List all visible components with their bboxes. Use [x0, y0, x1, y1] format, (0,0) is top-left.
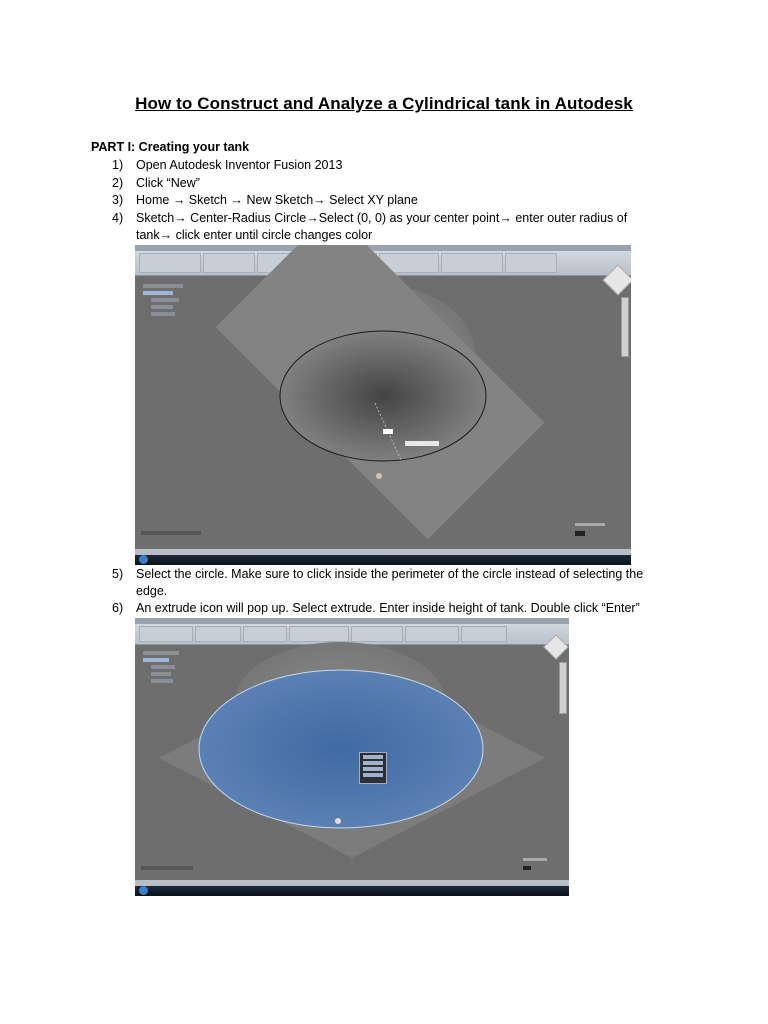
- sketch-circle: [135, 245, 631, 565]
- step-number: 5): [112, 567, 124, 581]
- step-number: 1): [112, 158, 124, 172]
- step-number: 4): [112, 211, 124, 225]
- step-text: Select the circle. Make sure to click inside the perimeter of the circle instead of selecting the edge.: [136, 567, 644, 598]
- extrude-profile: [135, 618, 569, 896]
- part-heading: PART I: Creating your tank: [91, 140, 250, 154]
- step-text: Sketch→ Center-Radius Circle→Select (0, 0) as your center point→ enter outer radius of tank→ click enter until circle changes color: [136, 211, 628, 242]
- start-orb-icon: [139, 555, 148, 564]
- step-text: Click “New”: [136, 176, 200, 190]
- document-title: How to Construct and Analyze a Cylindrical tank in Autodesk: [135, 94, 633, 113]
- step-text: An extrude icon will pop up. Select extrude. Enter inside height of tank. Double click “Enter”: [136, 601, 640, 615]
- step-text: Home → Sketch → New Sketch→ Select XY plane: [136, 193, 418, 207]
- step-number: 3): [112, 193, 124, 207]
- extrude-profile-screenshot: [135, 618, 569, 896]
- extrude-popup-menu[interactable]: [359, 752, 387, 784]
- circle-sketch-screenshot: [135, 245, 631, 565]
- windows-taskbar: [135, 886, 569, 896]
- step-text: Open Autodesk Inventor Fusion 2013: [136, 158, 343, 172]
- windows-taskbar: [135, 555, 631, 565]
- start-orb-icon: [139, 886, 148, 895]
- step-number: 2): [112, 176, 124, 190]
- step-number: 6): [112, 601, 124, 615]
